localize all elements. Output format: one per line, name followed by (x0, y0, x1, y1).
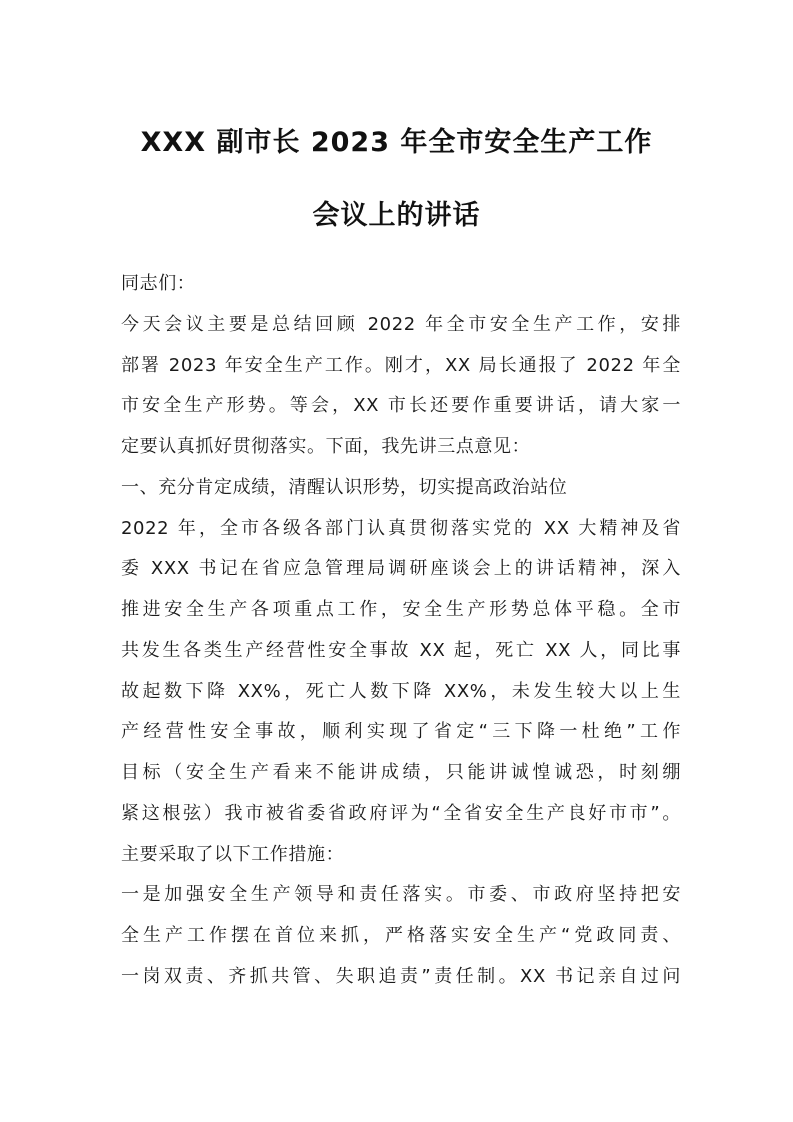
paragraph-line: 2022 年，全市各级各部门认真贯彻落实党的 XX 大精神及省 (121, 517, 681, 539)
document-title-line-2: 会议上的讲话 (312, 200, 481, 231)
document-body (121, 264, 681, 998)
paragraph-line: 紧这根弦）我市被省委省政府评为“全省安全生产良好市市”。 (121, 802, 681, 824)
paragraph-line: 今天会议主要是总结回顾 2022 年全市安全生产工作，安排 (121, 313, 681, 335)
paragraph-line: 定要认真抓好贯彻落实。下面，我先讲三点意见： (121, 436, 531, 457)
paragraph-line: 故起数下降 XX%，死亡人数下降 XX%，未发生较大以上生 (121, 680, 681, 702)
paragraph-line: 一岗双责、齐抓共管、失职追责”责任制。XX 书记亲自过问 (121, 965, 681, 987)
salutation: 同志们： (121, 273, 196, 294)
document-title-line-1: XXX 副市长 2023 年全市安全生产工作 (140, 127, 653, 158)
paragraph-line: 委 XXX 书记在省应急管理局调研座谈会上的讲话精神，深入 (121, 558, 681, 580)
paragraph-line: 目标（安全生产看来不能讲成绩，只能讲诚惶诚恐，时刻绷 (121, 762, 681, 783)
paragraph-line: 主要采取了以下工作措施： (121, 843, 345, 865)
paragraph-line: 产经营性安全事故，顺利实现了省定“三下降一杜绝”工作 (121, 721, 681, 743)
paragraph-line: 全生产工作摆在首位来抓，严格落实安全生产“党政同责、 (121, 925, 681, 946)
paragraph-line: 部署 2023 年安全生产工作。刚才，XX 局长通报了 2022 年全 (121, 354, 681, 376)
section-heading: 一、充分肯定成绩，清醒认识形势，切实提高政治站位 (121, 476, 568, 498)
paragraph-line: 市安全生产形势。等会，XX 市长还要作重要讲话，请大家一 (121, 395, 681, 417)
paragraph-line: 推进安全生产各项重点工作，安全生产形势总体平稳。全市 (121, 599, 681, 620)
paragraph-line: 一是加强安全生产领导和责任落实。市委、市政府坚持把安 (121, 884, 681, 906)
paragraph-line: 共发生各类生产经营性安全事故 XX 起，死亡 XX 人，同比事 (121, 639, 681, 661)
